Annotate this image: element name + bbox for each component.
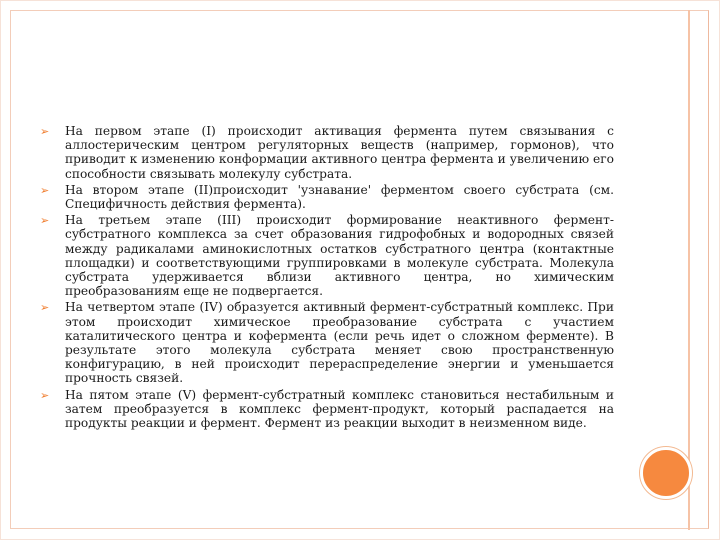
list-item-text: На втором этапе (II)происходит 'узнавание' ферментом своего субстрата (см. Специфичность действия фермента). [65, 182, 614, 212]
arrow-bullet-icon: ➢ [40, 183, 50, 197]
arrow-bullet-icon: ➢ [40, 214, 50, 228]
slide-content [40, 124, 614, 432]
list-item-text: На четвертом этапе (IV) образуется активный фермент-субстратный комплекс. При этом происходит химическое преобразование субстрата с участием каталитического центра и кофермента (если речь идет о сложном ферменте). В результате этого молекула субстрата меняет свою пространственную конфигурацию, в ней происходит перераспределение энергии и уменьшается прочность связей. [65, 300, 614, 386]
bullet-list [40, 124, 614, 430]
list-item [40, 183, 614, 211]
list-item-text: На пятом этапе (V) фермент-субстратный комплекс становиться нестабильным и затем преобразуется в комплекс фермент-продукт, который распадается на продукты реакции и фермент. Фермент из реакции выходит в неизменном виде. [65, 387, 614, 431]
list-item-text: На первом этапе (I) происходит активация фермента путем связывания с аллостерическим центром регуляторных веществ (например, гормонов), что приводит к изменению конформации активного центра фермента и увеличению его способности связывать молекулу субстрата. [65, 124, 614, 181]
slide-number-circle [640, 447, 692, 499]
list-item [40, 300, 614, 385]
arrow-bullet-icon: ➢ [40, 125, 50, 138]
right-accent-rule [688, 10, 690, 530]
list-item [40, 213, 614, 298]
arrow-bullet-icon: ➢ [40, 388, 50, 402]
list-item [40, 124, 614, 181]
list-item-text: На третьем этапе (III) происходит формирование неактивного фермент-субстратного комплекса за счет образования гидрофобных и водородных связей между радикалами аминокислотных остатков субстратного центра (контактные площадки) и соответствующими группировками в молекуле субстрата. Молекула субстрата удерживается вблизи активного центра, но химическим преобразованиям еще не подвергается. [65, 213, 614, 299]
list-item [40, 388, 614, 431]
arrow-bullet-icon: ➢ [40, 301, 50, 315]
